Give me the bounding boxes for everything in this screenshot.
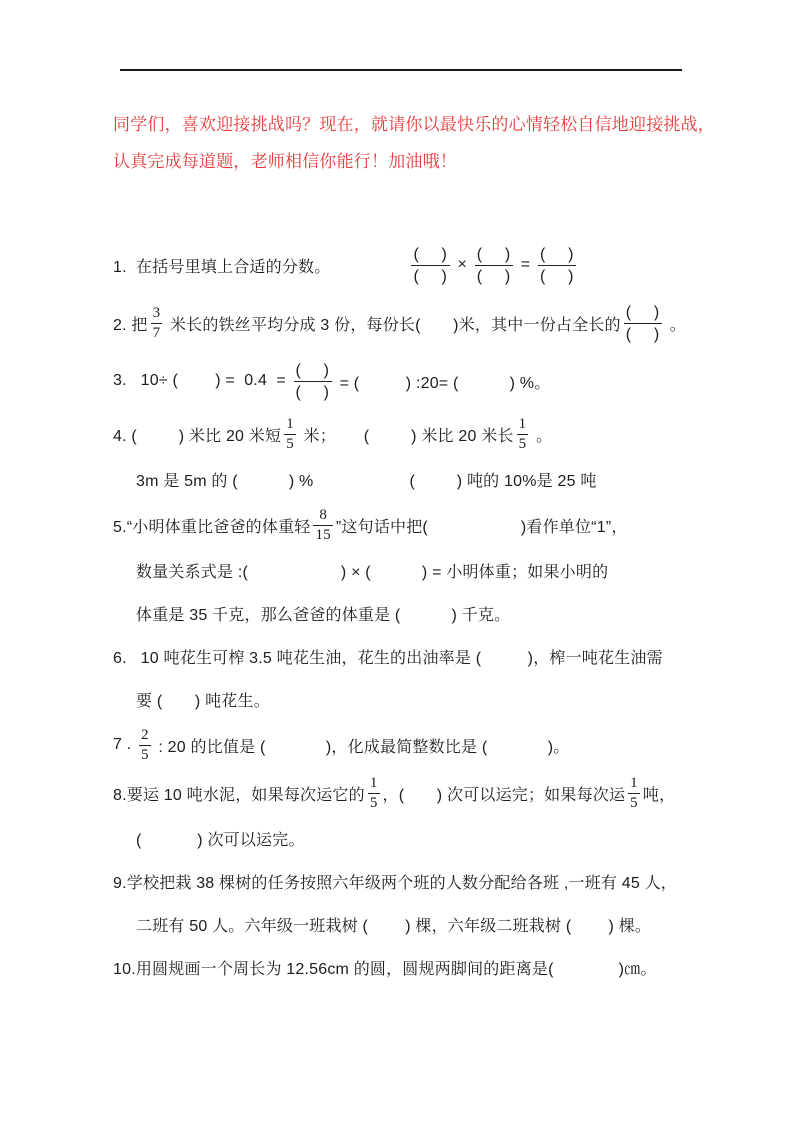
fraction-bar [538,265,576,266]
fraction-numerator: ( ) [413,245,448,263]
fraction-numerator: 1 [630,774,638,791]
question-7-line-1 [113,721,773,769]
blank-fraction [294,361,332,402]
question-6-text: 6. 10 吨花生可榨 3.5 吨花生油，花生的出油率是 ( )，榨一吨花生油需 [113,650,663,667]
fraction-denominator: 5 [518,435,527,452]
question-7-text: : 20 的比值是 ( )，化成最简整数比是 ( )。 [153,738,570,756]
question-8-line-1 [113,769,773,817]
question-5-text: 数量关系式是 :( ) × ( ) = 小明体重；如果小明的 [136,564,609,581]
fraction-bar [475,265,513,266]
question-5-text: 体重是 35 千克，那么爸爸的体重是 ( ) 千克。 [136,607,511,624]
question-4-text: 3m 是 5m 的 ( ) % [136,473,314,490]
fraction-bar [313,525,332,526]
fraction-numerator: 8 [319,506,328,523]
question-6-line-1 [113,635,773,678]
blank-spacer [330,265,408,266]
fraction-denominator: ( ) [476,267,512,285]
intro-line-2: 认真完成每道题，老师相信你能行！加油哦！ [113,152,457,171]
question-4-text: 4. ( ) 米比 20 米短 [113,427,282,445]
fraction-bar [624,323,662,324]
blank-fraction [475,245,513,286]
fraction-bar [628,793,640,794]
intro-message [113,106,753,180]
fraction-denominator: 5 [630,794,638,811]
question-3-text: 3. 10÷ ( ) = 0.4 = [113,372,291,389]
question-2-text: 2. 把 [113,316,148,334]
question-9-line-1 [113,860,773,903]
question-7-text: 7 . [113,736,137,753]
question-4-text: 。 [531,427,553,445]
question-4-text: 米； ( ) 米比 20 米长 [298,427,514,445]
fraction-bar [517,434,529,435]
question-2-line-1 [113,294,773,352]
fraction-numerator: 2 [141,726,149,743]
fraction-1-5 [368,775,380,812]
question-3-text: = ( ) :20= ( ) %。 [334,374,551,392]
fraction-bar [294,381,332,382]
fraction-bar [284,434,296,435]
question-1-text: = [516,256,535,273]
fraction-denominator: 5 [369,794,378,811]
question-2-text: 。 [665,316,687,334]
question-5-text: 5.“小明体重比爸爸的体重轻 [113,518,311,536]
question-4-line-2 [113,458,773,501]
fraction-denominator: ( ) [413,267,448,285]
fraction-denominator: ( ) [295,383,330,401]
top-rule-divider [120,69,682,71]
fraction-denominator: 15 [315,526,331,543]
question-9-text: 9.学校把栽 38 棵树的任务按照六年级两个班的人数分配给各班 ,一班有 45 人， [113,875,678,892]
question-9-text: 二班有 50 人。六年级一班栽树 ( ) 棵，六年级二班栽树 ( ) 棵。 [136,918,652,935]
question-3-line-1 [113,352,773,410]
fraction-denominator: 5 [141,746,149,763]
question-5-line-3 [113,592,773,635]
question-4-line-1 [113,410,773,458]
blank-fraction [411,245,449,286]
fraction-numerator: 1 [369,774,378,791]
question-5-text: ”这句话中把( )看作单位“1”， [335,518,628,536]
question-list [113,236,773,989]
fraction-bar [151,323,163,324]
fraction-numerator: ( ) [295,361,330,379]
fraction-numerator: ( ) [540,245,575,263]
question-8-text: 8.要运 10 吨水泥，如果每次运它的 [113,786,365,804]
fraction-numerator: ( ) [625,303,661,321]
question-8-text: 吨， [642,786,676,804]
question-8-line-2 [113,817,773,860]
fraction-1-5 [284,416,296,453]
fraction-3-7 [151,305,163,342]
question-8-text: ( ) 次可以运完。 [136,832,305,849]
blank-fraction [624,303,662,344]
blank-spacer [313,479,409,480]
question-10-text: 10.用圆规画一个周长为 12.56cm 的圆，圆规两脚间的距离是( )㎝。 [113,961,657,978]
question-1-text: × [452,256,472,273]
question-5-line-1 [113,501,773,549]
question-6-text: 要 ( ) 吨花生。 [136,693,270,710]
question-5-line-2 [113,549,773,592]
fraction-bar [411,265,449,266]
fraction-8-15 [313,507,332,544]
question-2-text: 米长的铁丝平均分成 3 份，每份长( )米，其中一份占全长的 [165,316,621,334]
fraction-bar [368,793,380,794]
question-1-line-1 [113,236,773,294]
fraction-numerator: 3 [152,304,161,321]
question-10-line-1 [113,946,773,989]
question-4-text: ( ) 吨的 10%是 25 吨 [409,473,597,490]
fraction-numerator: 1 [518,415,527,432]
question-1-text: 1. 在括号里填上合适的分数。 [113,258,331,276]
intro-line-1: 同学们，喜欢迎接挑战吗？现在，就请你以最快乐的心情轻松自信地迎接挑战， [113,115,715,134]
fraction-bar [139,745,151,746]
fraction-1-5 [628,775,640,812]
fraction-denominator: ( ) [625,325,661,343]
blank-fraction [538,245,576,286]
question-8-text: ，( ) 次可以运完；如果每次运 [382,786,626,804]
fraction-2-5 [139,727,151,764]
fraction-denominator: 7 [152,324,161,341]
question-9-line-2 [113,903,773,946]
fraction-numerator: ( ) [476,245,512,263]
question-6-line-2 [113,678,773,721]
fraction-numerator: 1 [286,415,294,432]
fraction-denominator: 5 [286,435,294,452]
fraction-denominator: ( ) [540,267,575,285]
fraction-1-5 [517,416,529,453]
